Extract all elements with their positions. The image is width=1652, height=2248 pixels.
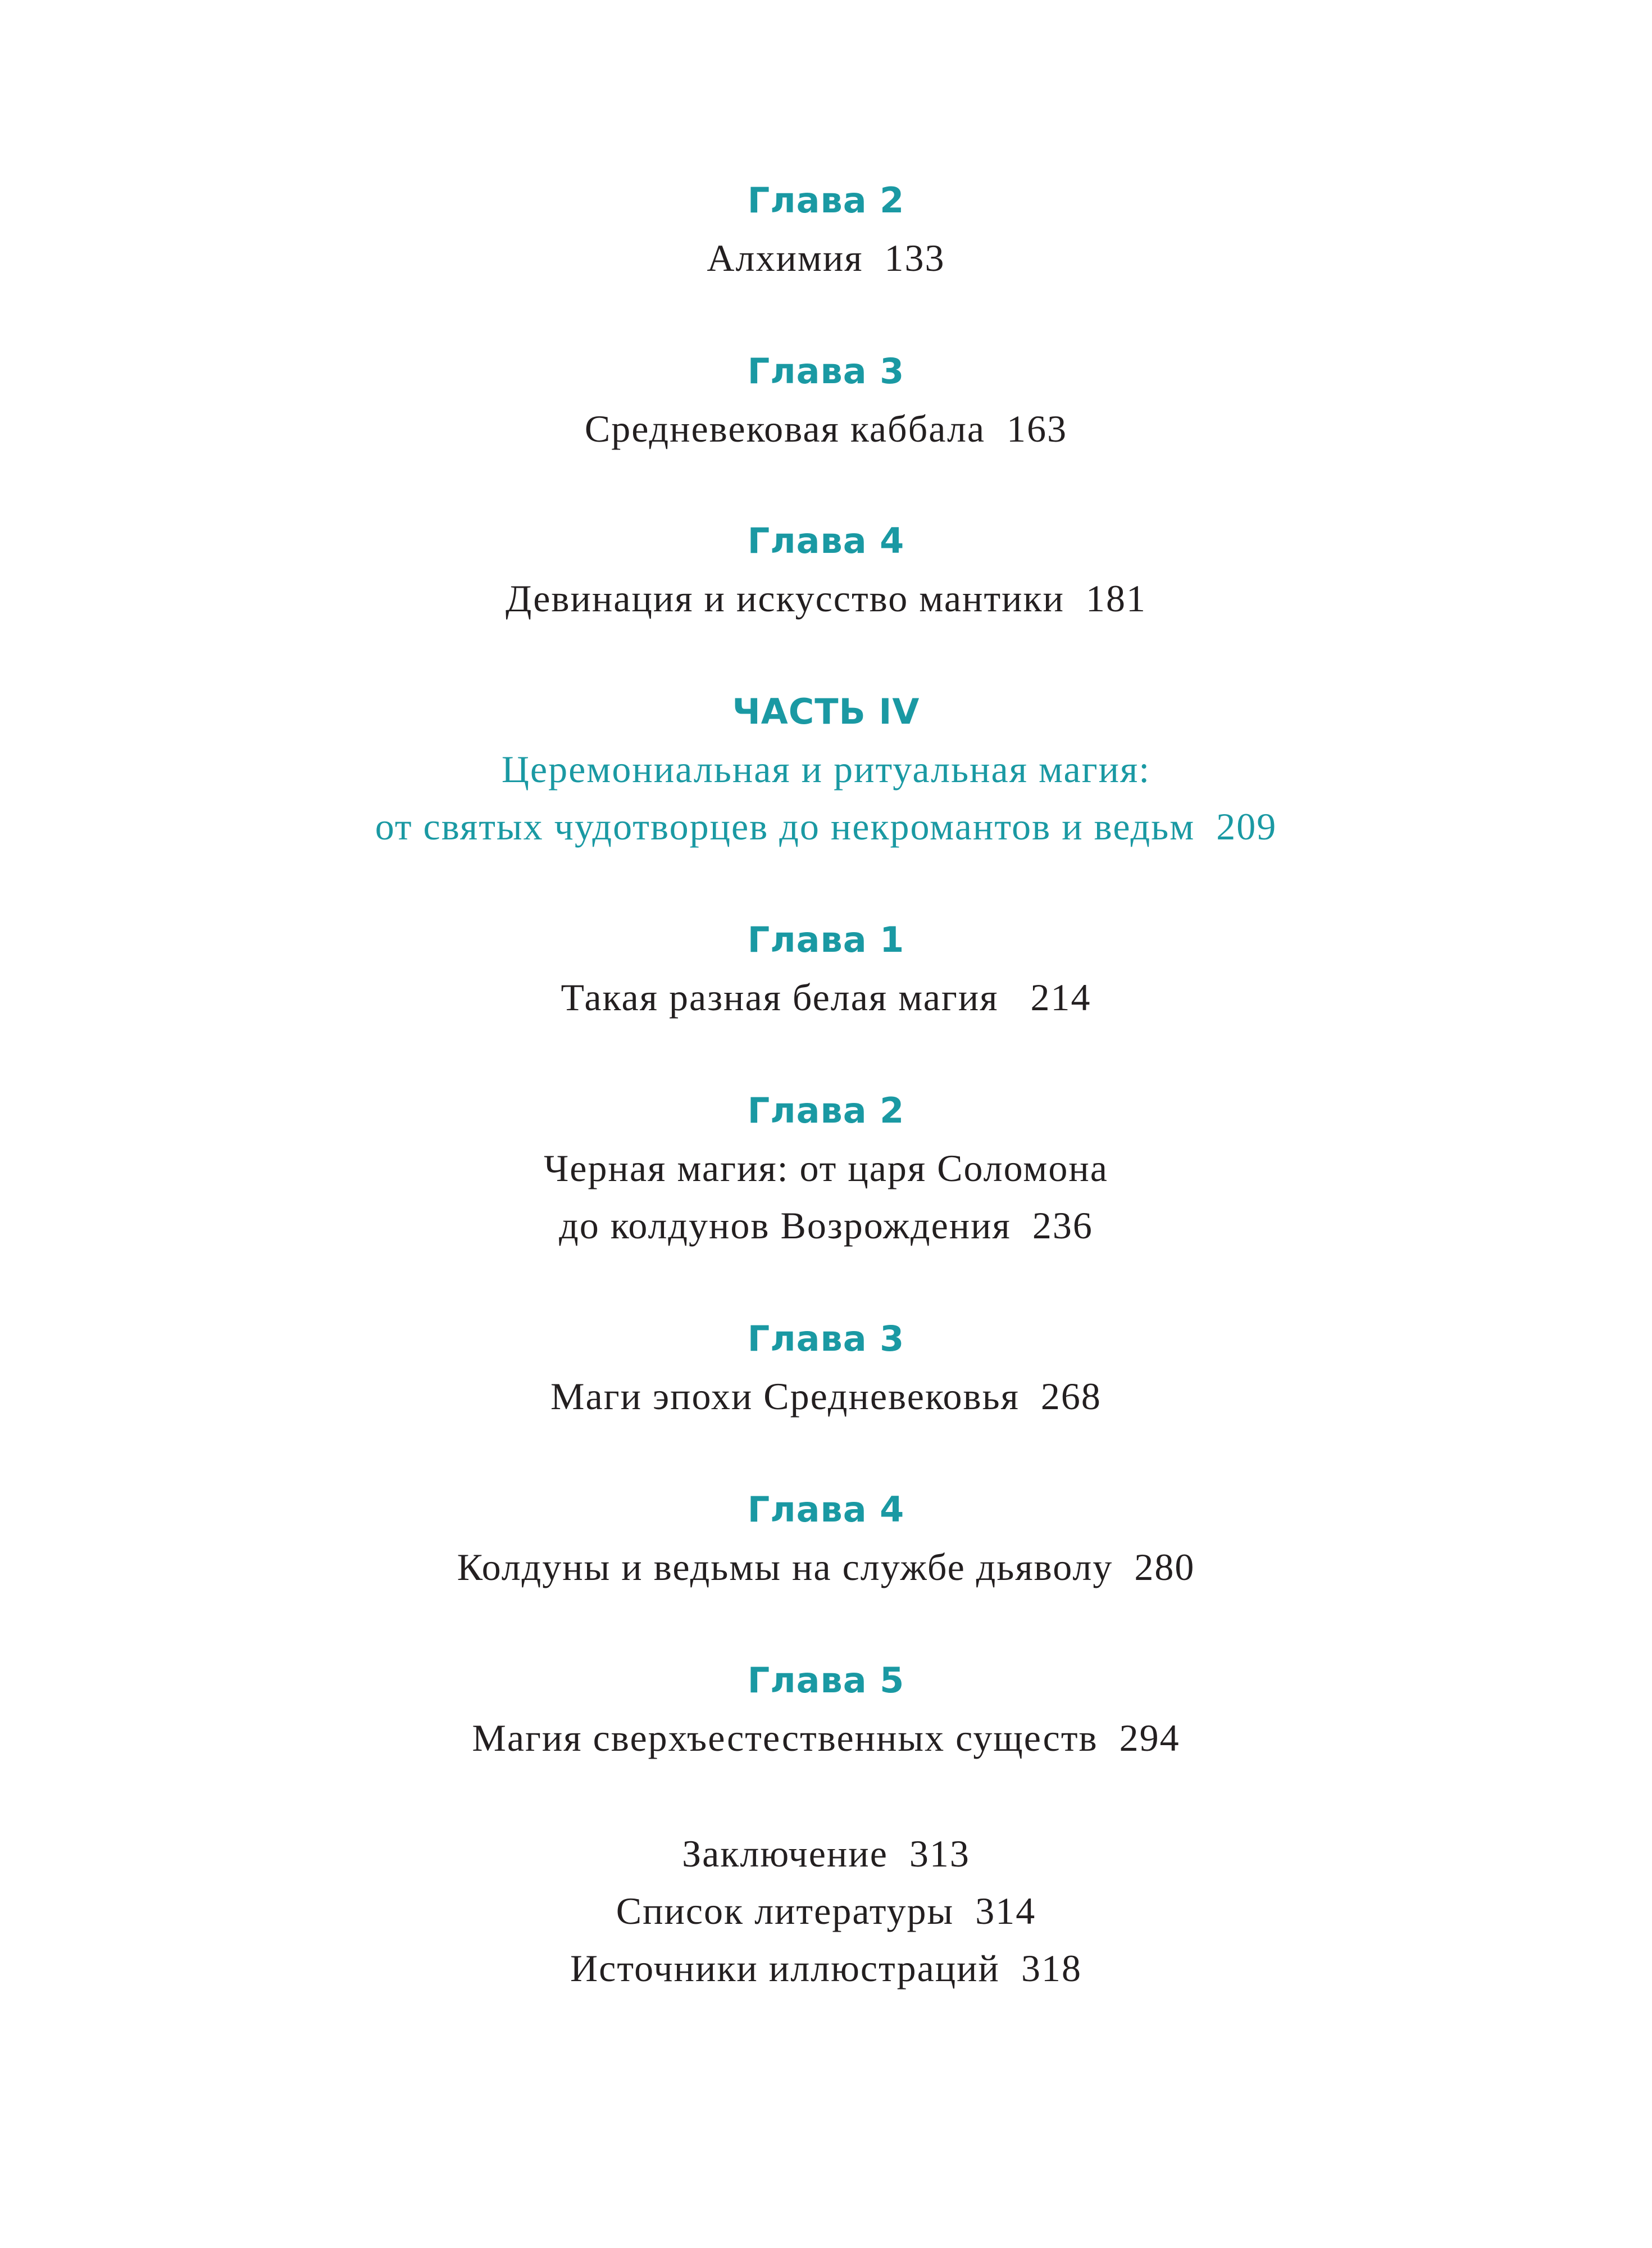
chapter-3-entry: Средневековая каббала 163 bbox=[584, 407, 1068, 450]
chapter-2-heading: Глава 2 bbox=[747, 180, 905, 221]
chapter-3-heading: Глава 3 bbox=[747, 351, 905, 392]
part-4-chapter-1-heading: Глава 1 bbox=[747, 919, 905, 960]
chapter-4-heading: Глава 4 bbox=[747, 520, 905, 561]
part-4-chapter-1-entry: Такая разная белая магия 214 bbox=[561, 976, 1091, 1019]
part-4-chapter-2-heading: Глава 2 bbox=[747, 1090, 905, 1131]
part-4-title-line-2: от святых чудотворцев до некромантов и ведьм 209 bbox=[375, 805, 1277, 848]
part-4-chapter-3-entry: Маги эпохи Средневековья 268 bbox=[550, 1375, 1102, 1418]
part-4-chapter-5-heading: Глава 5 bbox=[747, 1660, 905, 1701]
part-4-title-line-1: Церемониальная и ритуальная магия: bbox=[501, 748, 1151, 791]
illustrations-sources-entry: Источники иллюстраций 318 bbox=[570, 1947, 1082, 1990]
part-4-chapter-3-heading: Глава 3 bbox=[747, 1318, 905, 1359]
part-4-chapter-5-entry: Магия сверхъестественных существ 294 bbox=[472, 1716, 1180, 1759]
chapter-4-entry: Девинация и искусство мантики 181 bbox=[506, 577, 1146, 620]
part-4-chapter-2-entry-line-2: до колдунов Возрождения 236 bbox=[559, 1204, 1093, 1247]
bibliography-entry: Список литературы 314 bbox=[616, 1890, 1036, 1932]
chapter-2-entry: Алхимия 133 bbox=[707, 237, 945, 279]
part-4-heading: ЧАСТЬ IV bbox=[732, 691, 920, 732]
part-4-chapter-2-entry-line-1: Черная магия: от царя Соломона bbox=[544, 1147, 1108, 1189]
conclusion-entry: Заключение 313 bbox=[682, 1832, 970, 1875]
part-4-chapter-4-heading: Глава 4 bbox=[747, 1489, 905, 1530]
part-4-chapter-4-entry: Колдуны и ведьмы на службе дьяволу 280 bbox=[457, 1546, 1195, 1588]
